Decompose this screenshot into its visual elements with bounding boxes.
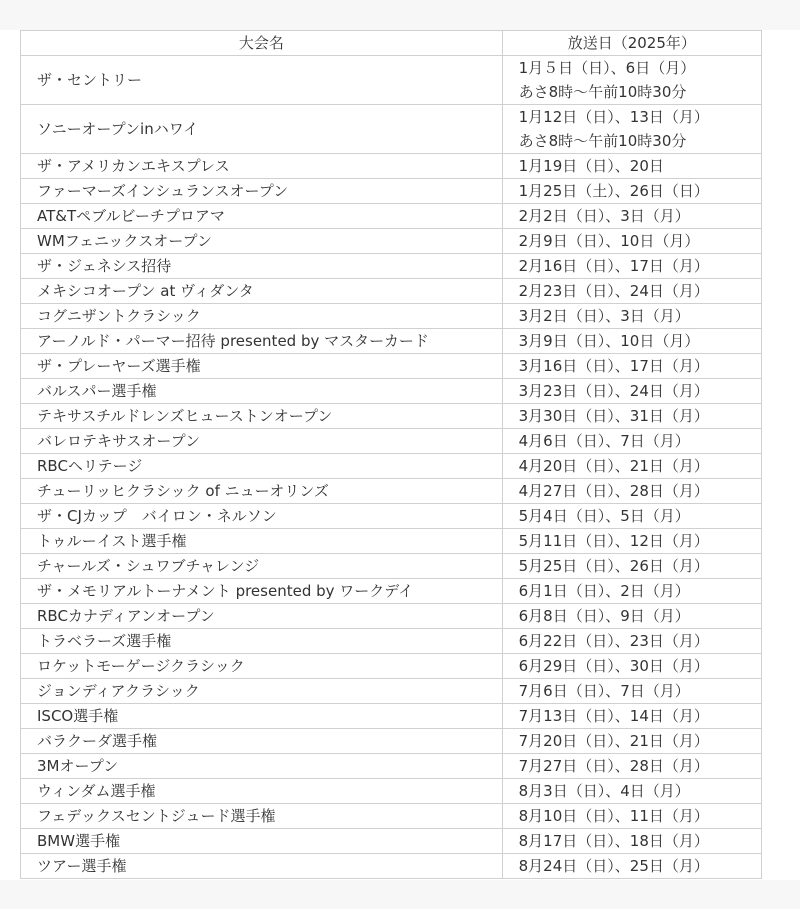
table-row [21, 829, 762, 854]
tournament-name-cell: ジョンディアクラシック [21, 679, 503, 704]
broadcast-date-cell: 3月16日（日）、17日（月） [502, 354, 761, 379]
tournament-name-cell: トゥルーイスト選手権 [21, 529, 503, 554]
tournament-name-cell: RBCカナディアンオープン [21, 604, 503, 629]
tournament-name-cell: ソニーオープンinハワイ [21, 105, 503, 154]
header-broadcast-date: 放送日（2025年） [502, 31, 761, 56]
tournament-name-cell: アーノルド・パーマー招待 presented by マスターカード [21, 329, 503, 354]
table-body [21, 56, 762, 879]
table-header-row [21, 31, 762, 56]
tournament-name-cell: チャールズ・シュワブチャレンジ [21, 554, 503, 579]
broadcast-date-cell: 1月19日（日）、20日 [502, 154, 761, 179]
table-row [21, 179, 762, 204]
broadcast-date-cell: 6月22日（日）、23日（月） [502, 629, 761, 654]
broadcast-date-cell: 2月9日（日）、10日（月） [502, 229, 761, 254]
table-row [21, 579, 762, 604]
table-row [21, 629, 762, 654]
tournament-name-cell: ツアー選手権 [21, 854, 503, 879]
broadcast-date-cell: 8月24日（日）、25日（月） [502, 854, 761, 879]
broadcast-date-cell: 6月1日（日）、2日（月） [502, 579, 761, 604]
broadcast-date-cell: 3月2日（日）、3日（月） [502, 304, 761, 329]
broadcast-date-cell: 2月16日（日）、17日（月） [502, 254, 761, 279]
broadcast-date: 1月５日（日）、6日（月） [518, 59, 696, 77]
tournament-name-cell: ザ・ジェネシス招待 [21, 254, 503, 279]
tournament-name-cell: ロケットモーゲージクラシック [21, 654, 503, 679]
tournament-name-cell: フェデックスセントジュード選手権 [21, 804, 503, 829]
broadcast-date-cell: 2月23日（日）、24日（月） [502, 279, 761, 304]
table-row [21, 654, 762, 679]
broadcast-time: あさ8時〜午前10時30分 [518, 132, 687, 150]
table-row [21, 229, 762, 254]
tournament-name-cell: AT&Tペブルビーチプロアマ [21, 204, 503, 229]
table-row [21, 704, 762, 729]
broadcast-date-cell: 4月20日（日）、21日（月） [502, 454, 761, 479]
table-row [21, 854, 762, 879]
table-row [21, 679, 762, 704]
tournament-name-cell: バルスパー選手権 [21, 379, 503, 404]
table-row [21, 754, 762, 779]
tournament-name-cell: BMW選手権 [21, 829, 503, 854]
broadcast-date-cell [502, 105, 761, 154]
table-row [21, 279, 762, 304]
broadcast-date-cell: 7月13日（日）、14日（月） [502, 704, 761, 729]
tournament-name-cell: ザ・プレーヤーズ選手権 [21, 354, 503, 379]
tournament-name-cell: メキシコオープン at ヴィダンタ [21, 279, 503, 304]
table-row [21, 379, 762, 404]
tournament-name-cell: ザ・セントリー [21, 56, 503, 105]
broadcast-date-cell: 4月27日（日）、28日（月） [502, 479, 761, 504]
table-row [21, 604, 762, 629]
tournament-name-cell: 3Mオープン [21, 754, 503, 779]
broadcast-date-cell: 5月11日（日）、12日（月） [502, 529, 761, 554]
table-row [21, 529, 762, 554]
tournament-name-cell: ザ・アメリカンエキスプレス [21, 154, 503, 179]
broadcast-date-cell: 6月29日（日）、30日（月） [502, 654, 761, 679]
table-row [21, 804, 762, 829]
broadcast-schedule-table [20, 30, 762, 879]
broadcast-date: 1月12日（日）、13日（月） [518, 108, 709, 126]
table-row [21, 504, 762, 529]
table-row [21, 779, 762, 804]
table-row [21, 329, 762, 354]
tournament-name-cell: RBCヘリテージ [21, 454, 503, 479]
broadcast-date-cell: 1月25日（土）、26日（日） [502, 179, 761, 204]
tournament-name-cell: トラベラーズ選手権 [21, 629, 503, 654]
tournament-name-cell: ISCO選手権 [21, 704, 503, 729]
broadcast-date-cell: 4月6日（日）、7日（月） [502, 429, 761, 454]
table-row [21, 554, 762, 579]
table-row [21, 105, 762, 154]
table-row [21, 404, 762, 429]
table-row [21, 56, 762, 105]
table-row [21, 154, 762, 179]
tournament-name-cell: バレロテキサスオープン [21, 429, 503, 454]
broadcast-date-cell [502, 56, 761, 105]
broadcast-date-cell: 7月20日（日）、21日（月） [502, 729, 761, 754]
tournament-name-cell: バラクーダ選手権 [21, 729, 503, 754]
broadcast-date-cell: 8月17日（日）、18日（月） [502, 829, 761, 854]
table-row [21, 429, 762, 454]
broadcast-date-cell: 8月3日（日）、4日（月） [502, 779, 761, 804]
tournament-name-cell: コグニザントクラシック [21, 304, 503, 329]
broadcast-date-cell: 7月6日（日）、7日（月） [502, 679, 761, 704]
broadcast-date-cell: 2月2日（日）、3日（月） [502, 204, 761, 229]
tournament-name-cell: ウィンダム選手権 [21, 779, 503, 804]
broadcast-date-cell: 6月8日（日）、9日（月） [502, 604, 761, 629]
broadcast-date-cell: 3月30日（日）、31日（月） [502, 404, 761, 429]
table-row [21, 254, 762, 279]
broadcast-date-cell: 3月23日（日）、24日（月） [502, 379, 761, 404]
table-row [21, 354, 762, 379]
tournament-name-cell: チューリッヒクラシック of ニューオリンズ [21, 479, 503, 504]
broadcast-time: あさ8時〜午前10時30分 [518, 83, 687, 101]
tournament-name-cell: ザ・メモリアルトーナメント presented by ワークデイ [21, 579, 503, 604]
header-tournament-name: 大会名 [21, 31, 503, 56]
table-row [21, 729, 762, 754]
table-row [21, 479, 762, 504]
table-row [21, 204, 762, 229]
broadcast-date-cell: 8月10日（日）、11日（月） [502, 804, 761, 829]
broadcast-date-cell: 5月4日（日）、5日（月） [502, 504, 761, 529]
tournament-name-cell: ファーマーズインシュランスオープン [21, 179, 503, 204]
tournament-name-cell: テキサスチルドレンズヒューストンオープン [21, 404, 503, 429]
table-row [21, 304, 762, 329]
tournament-name-cell: ザ・CJカップ バイロン・ネルソン [21, 504, 503, 529]
broadcast-date-cell: 3月9日（日）、10日（月） [502, 329, 761, 354]
broadcast-date-cell: 7月27日（日）、28日（月） [502, 754, 761, 779]
table-row [21, 454, 762, 479]
broadcast-date-cell: 5月25日（日）、26日（月） [502, 554, 761, 579]
tournament-name-cell: WMフェニックスオープン [21, 229, 503, 254]
